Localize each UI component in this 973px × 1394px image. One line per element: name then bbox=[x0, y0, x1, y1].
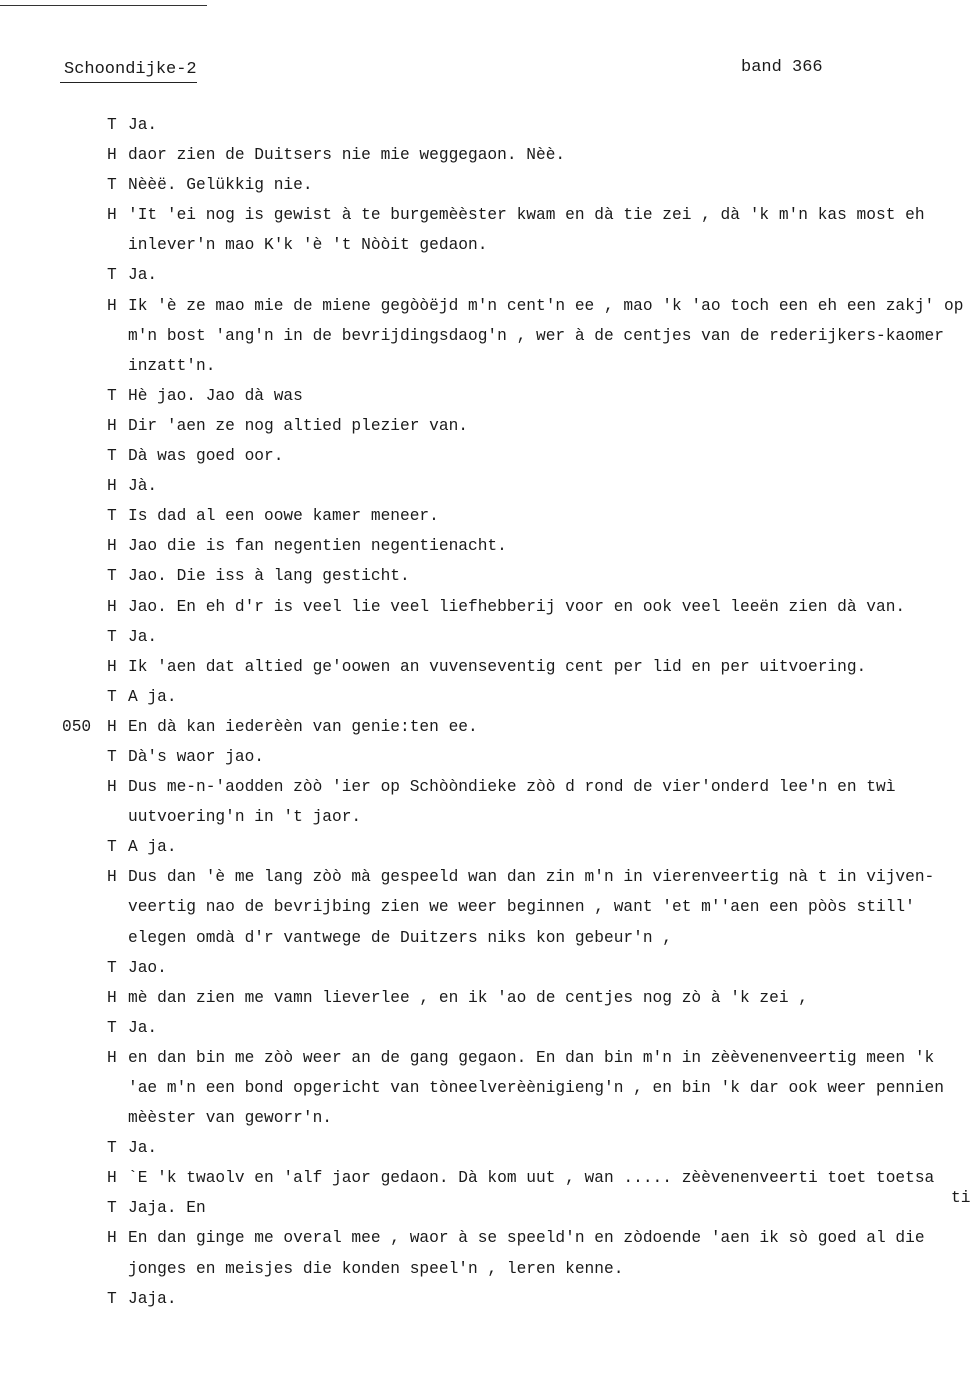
transcript-turn bbox=[0, 1284, 973, 1314]
transcript-turn bbox=[0, 592, 973, 622]
speaker-label: H bbox=[107, 416, 117, 435]
utterance-text: A ja. bbox=[128, 687, 177, 706]
transcript-turn bbox=[0, 712, 973, 742]
speaker-label: H bbox=[107, 988, 117, 1007]
transcript-turn bbox=[0, 862, 973, 952]
speaker-label: H bbox=[107, 778, 117, 797]
transcript-turn bbox=[0, 652, 973, 682]
transcript-turn bbox=[0, 170, 973, 200]
transcript-turn bbox=[0, 772, 973, 832]
speaker-label: T bbox=[107, 1139, 117, 1158]
transcript-turn bbox=[0, 140, 973, 170]
speaker-label: T bbox=[107, 687, 117, 706]
utterance-text: Jao. Die iss à lang gesticht. bbox=[128, 567, 410, 586]
speaker-label: T bbox=[107, 958, 117, 977]
utterance-text: Jaja. En bbox=[128, 1199, 206, 1218]
speaker-label: H bbox=[107, 537, 117, 556]
utterance-text: Hè jao. Jao dà was bbox=[128, 386, 303, 405]
speaker-label: T bbox=[107, 1289, 117, 1308]
transcript-turn bbox=[0, 531, 973, 561]
speaker-label: H bbox=[107, 477, 117, 496]
speaker-label: T bbox=[107, 567, 117, 586]
speaker-label: T bbox=[107, 627, 117, 646]
speaker-label: T bbox=[107, 507, 117, 526]
speaker-label: T bbox=[107, 386, 117, 405]
utterance-text: Jao. En eh d'r is veel lie veel liefhebberij voor en ook veel leeën zien dà van. bbox=[128, 597, 906, 616]
utterance-text: Is dad al een oowe kamer meneer. bbox=[128, 507, 439, 526]
transcript-turn bbox=[0, 1193, 973, 1223]
top-rule bbox=[0, 5, 207, 6]
transcript-turn bbox=[0, 291, 973, 381]
transcript-turn bbox=[0, 1043, 973, 1133]
utterance-text: Jao die is fan negentien negentienacht. bbox=[128, 537, 507, 556]
transcript-turn bbox=[0, 411, 973, 441]
transcript-turn bbox=[0, 1013, 973, 1043]
speaker-label: H bbox=[107, 597, 117, 616]
utterance-text: A ja. bbox=[128, 838, 177, 857]
transcript-turn bbox=[0, 953, 973, 983]
speaker-label: T bbox=[107, 176, 117, 195]
utterance-text: Jao. bbox=[128, 958, 167, 977]
utterance-text: en dan bin me zòò weer an de gang gegaon. En dan bin m'n in zèèvenenveertig meen 'k 'ae m'n een bond opgericht van tòneelverèènigieng'n , en bin 'k dar ook weer pennien mèèster van geworr'n. bbox=[128, 1048, 954, 1128]
speaker-label: T bbox=[107, 1199, 117, 1218]
speaker-label: T bbox=[107, 266, 117, 285]
speaker-label: H bbox=[107, 717, 117, 736]
utterance-text: 'It 'ei nog is gewist à te burgemèèster kwam en dà tie zei , dà 'k m'n kas most eh inlever'n mao K'k 'è 't Nòòit gedaon. bbox=[128, 206, 935, 255]
speaker-label: T bbox=[107, 447, 117, 466]
speaker-label: H bbox=[107, 296, 117, 315]
utterance-text: Jà. bbox=[128, 477, 158, 496]
utterance-text: En dà kan iederèèn van genie:ten ee. bbox=[128, 717, 478, 736]
utterance-text: Dà was goed oor. bbox=[128, 447, 284, 466]
transcript-turn bbox=[0, 381, 973, 411]
utterance-text: Ik 'è ze mao mie de miene gegòòëjd m'n cent'n ee , mao 'k 'ao toch een eh een zakj' op m'n bost 'ang'n in de bevrijdingsdaog'n , wer à de centjes van de rederijkers-kaomer inzatt'n. bbox=[128, 296, 973, 375]
transcript-turn bbox=[0, 832, 973, 862]
speaker-label: T bbox=[107, 116, 117, 134]
transcript-turn bbox=[0, 501, 973, 531]
tape-number: band 366 bbox=[741, 58, 823, 77]
utterance-text: daor zien de Duitsers nie mie weggegaon. Nèè. bbox=[128, 146, 566, 165]
transcript-turn bbox=[0, 742, 973, 772]
transcript-turn bbox=[0, 1163, 973, 1193]
document-title: Schoondijke-2 bbox=[60, 58, 197, 83]
transcript-turn bbox=[0, 260, 973, 290]
utterance-text: mè dan zien me vamn lieverlee , en ik 'ao de centjes nog zò à 'k zei , bbox=[128, 988, 808, 1007]
utterance-text: Ja. bbox=[128, 266, 158, 285]
speaker-label: H bbox=[107, 146, 117, 165]
utterance-text: Ik 'aen dat altied ge'oowen an vuvenseventig cent per lid en per uitvoering. bbox=[128, 657, 867, 676]
utterance-text: Dus dan 'è me lang zòò mà gespeeld wan dan zin m'n in vierenveertig nà t in vijven-veertig nao de bevrijbing zien we weer beginnen , want 'et m''aen een pòòs still' elegen omdà d'r vantwege de Duitzers niks kon gebeur'n , bbox=[128, 868, 935, 947]
speaker-label: H bbox=[107, 868, 117, 887]
transcript-turn bbox=[0, 441, 973, 471]
utterance-text: En dan ginge me overal mee , waor à se speeld'n en zòdoende 'aen ik sò goed al die jonges en meisjes die konden speel'n , leren kenne. bbox=[128, 1229, 935, 1278]
utterance-text: Dir 'aen ze nog altied plezier van. bbox=[128, 416, 468, 435]
utterance-text: Ja. bbox=[128, 1139, 158, 1158]
utterance-text: Ja. bbox=[128, 116, 158, 134]
transcript-turn bbox=[0, 983, 973, 1013]
speaker-label: T bbox=[107, 838, 117, 857]
speaker-label: H bbox=[107, 1169, 117, 1188]
transcript-turn bbox=[0, 110, 973, 140]
transcript bbox=[0, 110, 973, 1314]
speaker-label: T bbox=[107, 1018, 117, 1037]
speaker-label: H bbox=[107, 1048, 117, 1067]
utterance-text: Dà's waor jao. bbox=[128, 747, 264, 766]
transcript-turn bbox=[0, 622, 973, 652]
utterance-text: `E 'k twaolv en 'alf jaor gedaon. Dà kom uut , wan ..... zèèvenenveerti toet toetsa bbox=[128, 1169, 935, 1188]
margin-note: ti bbox=[951, 1189, 971, 1207]
speaker-label: H bbox=[107, 206, 117, 225]
utterance-text: Dus me-n-'aodden zòò 'ier op Schòòndieke zòò d rond de vier'onderd lee'n en twì uutvoering'n in 't jaor. bbox=[128, 778, 906, 827]
utterance-text: Nèèë. Gelükkig nie. bbox=[128, 176, 313, 195]
line-counter: 050 bbox=[62, 717, 92, 736]
utterance-text: Jaja. bbox=[128, 1289, 177, 1308]
transcript-turn bbox=[0, 561, 973, 591]
utterance-text: Ja. bbox=[128, 1018, 158, 1037]
speaker-label: T bbox=[107, 747, 117, 766]
transcript-turn bbox=[0, 200, 973, 260]
transcript-turn bbox=[0, 682, 973, 712]
transcript-turn bbox=[0, 1223, 973, 1283]
transcript-turn bbox=[0, 1133, 973, 1163]
utterance-text: Ja. bbox=[128, 627, 158, 646]
transcript-turn bbox=[0, 471, 973, 501]
speaker-label: H bbox=[107, 657, 117, 676]
speaker-label: H bbox=[107, 1229, 117, 1248]
